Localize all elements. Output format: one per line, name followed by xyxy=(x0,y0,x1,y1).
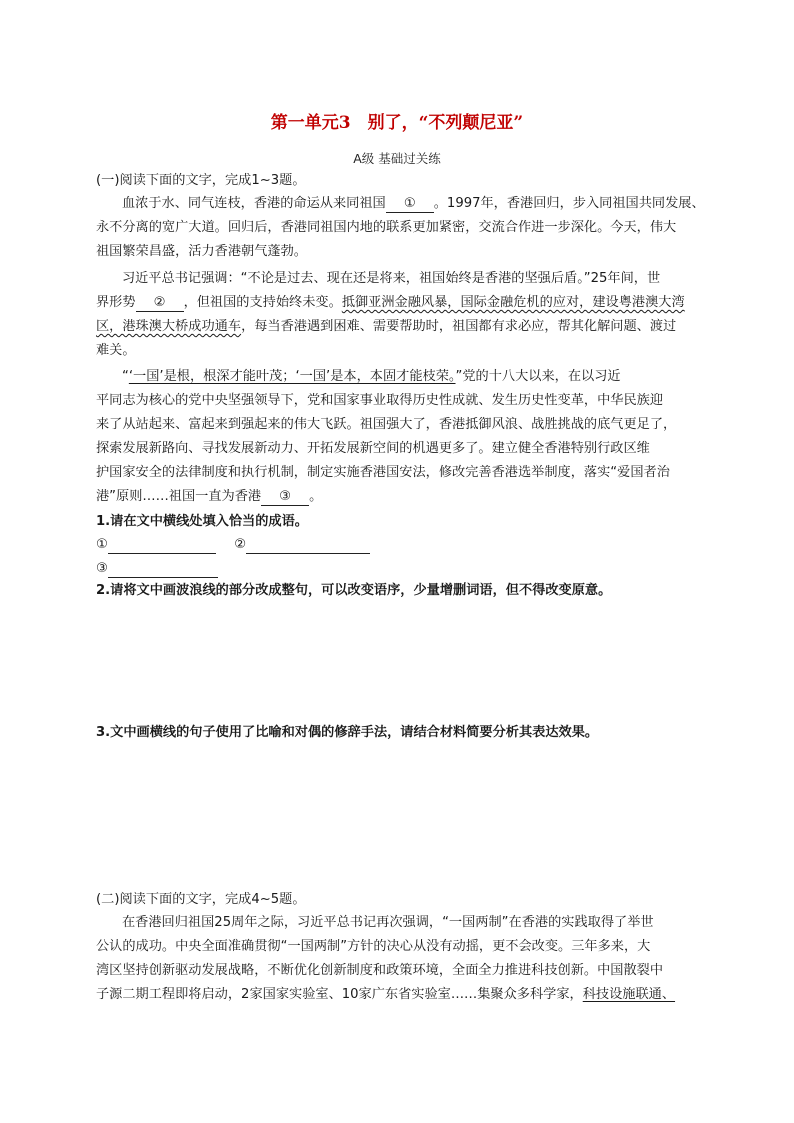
paragraph-line: 习近平总书记强调：“不论是过去、现在还是将来，祖国始终是香港的坚强后盾。”25年间，世 xyxy=(122,271,661,286)
answer-line xyxy=(96,536,370,554)
text-span: 港”原则……祖国一直为香港 xyxy=(96,489,262,504)
paragraph-line: 护国家安全的法律制度和执行机制，制定实施香港国安法，修改完善香港选举制度，落实“爱国者治 xyxy=(96,465,670,480)
blank-2: ② xyxy=(136,295,184,312)
text-span: 。1997年，香港回归，步入同祖国共同发展、 xyxy=(433,196,705,211)
underlined-sentence: ‘一国’是根，根深才能叶茂；‘一国’是本，本固才能枝荣。 xyxy=(128,369,456,384)
answer-line xyxy=(96,560,218,578)
answer-input-2[interactable] xyxy=(246,539,370,554)
paragraph-line xyxy=(96,318,676,336)
text-span: ，每当香港遇到困难、需要帮助时，祖国都有求必应，帮其化解问题、渡过 xyxy=(241,319,677,334)
text-span: 子源二期工程即将启动，2家国家实验室、10家广东省实验室……集聚众多科学家， xyxy=(96,987,583,1002)
paragraph-line xyxy=(96,986,675,1004)
answer-label: ① xyxy=(96,537,108,552)
blank-1: ① xyxy=(386,196,434,213)
page-title: 第一单元3 别了，“不列颠尼亚” xyxy=(270,113,524,133)
answer-input-3[interactable] xyxy=(108,563,218,578)
text-span: 血浓于水、同气连枝，香港的命运从来同祖国 xyxy=(122,196,386,211)
paragraph-line: 永不分离的宽广大道。回归后，香港同祖国内地的联系更加紧密，交流合作进一步深化。今天，伟大 xyxy=(96,220,677,235)
paragraph-line: 湾区坚持创新驱动发展战略，不断优化创新制度和政策环境，全面全力推进科技创新。中国散裂中 xyxy=(96,963,664,978)
paragraph-line: 公认的成功。中央全面准确贯彻“一国两制”方针的决心从没有动摇，更不会改变。三年多来，大 xyxy=(96,939,651,954)
paragraph-line: 难关。 xyxy=(96,343,136,358)
question-3: 3.文中画横线的句子使用了比喻和对偶的修辞手法，请结合材料简要分析其表达效果。 xyxy=(96,725,599,740)
paragraph-line: 祖国繁荣昌盛，活力香港朝气蓬勃。 xyxy=(96,244,307,259)
answer-input-1[interactable] xyxy=(108,539,216,554)
answer-label: ③ xyxy=(96,561,108,576)
answer-label: ② xyxy=(234,537,247,552)
underlined-text: 科技设施联通、 xyxy=(582,987,676,1002)
wavy-underlined-text: 区，港珠澳大桥成功通车 xyxy=(96,319,242,334)
wavy-underlined-text: 抵御亚洲金融风暴，国际金融危机的应对，建设粤港澳大湾 xyxy=(341,295,685,310)
paragraph-line: 在香港回归祖国25周年之际，习近平总书记再次强调，“一国两制”在香港的实践取得了举世 xyxy=(122,915,654,930)
paragraph-line: 探索发展新路向、寻找发展新动力、开拓发展新空间的机遇更多了。建立健全香港特别行政区维 xyxy=(96,441,650,456)
paragraph-line xyxy=(96,294,685,312)
section1-heading: (一)阅读下面的文字，完成1~3题。 xyxy=(96,173,306,188)
text-span: ，但祖国的支持始终未变。 xyxy=(183,295,342,310)
paragraph-line xyxy=(122,368,621,386)
paragraph-line: 平同志为核心的党中央坚强领导下，党和国家事业取得历史性成就、发生历史性变革，中华民族迎 xyxy=(96,393,664,408)
level-heading: A级 基础过关练 xyxy=(353,151,441,166)
text-span: ”党的十八大以来，在以习近 xyxy=(455,369,621,384)
text-span: “ xyxy=(122,369,129,384)
paragraph-line: 来了从站起来、富起来到强起来的伟大飞跃。祖国强大了，香港抵御风浪、战胜挑战的底气更足了， xyxy=(96,417,677,432)
paragraph-line xyxy=(122,195,705,213)
blank-3: ③ xyxy=(261,489,309,506)
question-1: 1.请在文中横线处填入恰当的成语。 xyxy=(96,514,308,529)
paragraph-line xyxy=(96,488,322,506)
text-span: 。 xyxy=(309,489,323,504)
question-2: 2.请将文中画波浪线的部分改成整句，可以改变语序，少量增删词语，但不得改变原意。 xyxy=(96,583,612,598)
text-span: 界形势 xyxy=(96,295,136,310)
section2-heading: (二)阅读下面的文字，完成4~5题。 xyxy=(96,892,306,907)
